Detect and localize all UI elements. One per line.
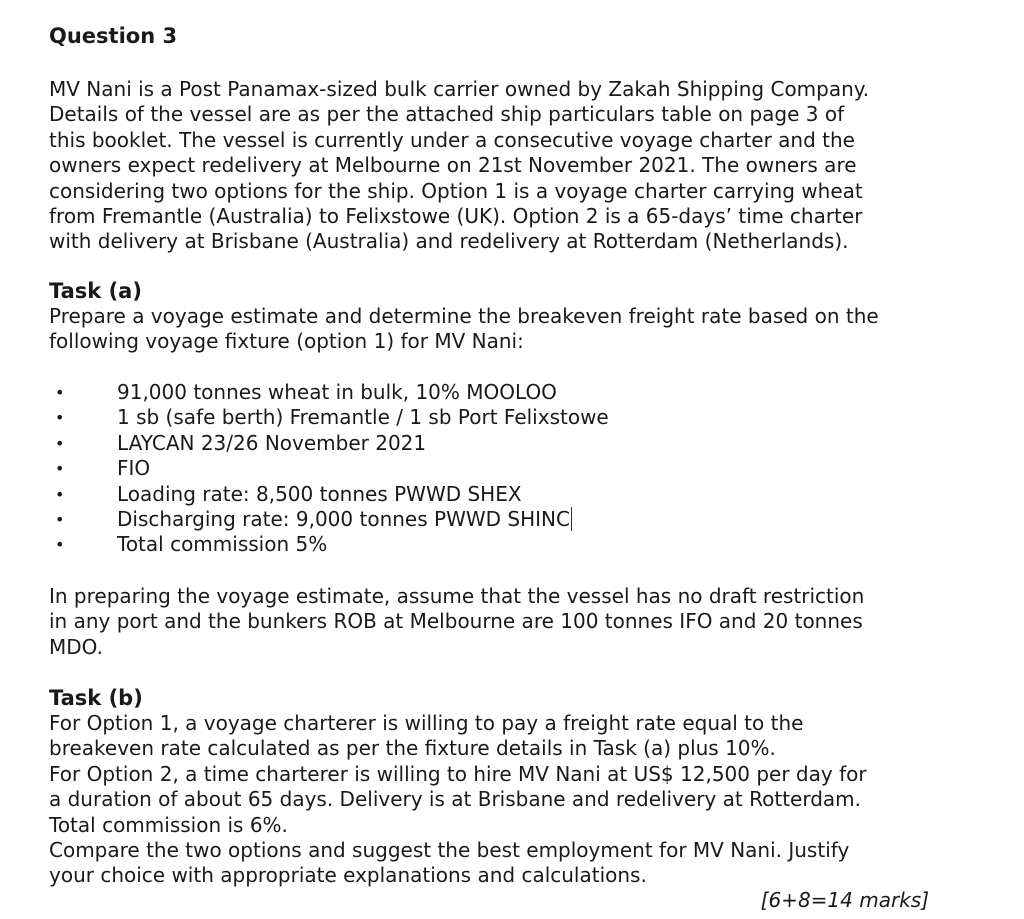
task-a-heading: Task (a): [49, 279, 142, 303]
bullet-icon: •: [55, 535, 65, 555]
task-a-paragraph: [49, 304, 926, 355]
list-item: [49, 380, 609, 405]
question-title: Question 3: [49, 24, 178, 48]
task-b-line: For Option 2, a time charterer is willing to hire MV Nani at US$ 12,500 per day for: [49, 761, 867, 786]
task-a-line: following voyage fixture (option 1) for MV Nani:: [49, 329, 524, 354]
fixture-bullet-list: [49, 380, 609, 558]
bullet-icon: •: [55, 510, 65, 530]
bullet-text: Discharging rate: 9,000 tonnes PWWD SHINC: [117, 507, 570, 532]
assumption-paragraph: [49, 584, 926, 660]
bullet-icon: •: [55, 433, 65, 453]
task-a-line: Prepare a voyage estimate and determine the breakeven freight rate based on the: [49, 304, 879, 328]
intro-paragraph: [49, 77, 926, 255]
intro-line: with delivery at Brisbane (Australia) and redelivery at Rotterdam (Netherlands).: [49, 229, 849, 254]
list-item: [49, 532, 609, 557]
list-item: [49, 405, 609, 430]
list-item: [49, 431, 609, 456]
task-b-line: your choice with appropriate explanations and calculations.: [49, 863, 647, 888]
text-cursor: [571, 507, 572, 531]
bullet-icon: •: [55, 484, 65, 504]
intro-line: from Fremantle (Australia) to Felixstowe (UK). Option 2 is a 65-days’ time charter: [49, 204, 863, 229]
bullet-text: 91,000 tonnes wheat in bulk, 10% MOOLOO: [117, 380, 557, 404]
intro-line: owners expect redelivery at Melbourne on 21st November 2021. The owners are: [49, 153, 857, 178]
list-item: [49, 482, 609, 507]
bullet-text: Loading rate: 8,500 tonnes PWWD SHEX: [117, 481, 522, 506]
task-b-paragraph: [49, 711, 926, 889]
task-b-line: For Option 1, a voyage charterer is willing to pay a freight rate equal to the: [49, 711, 804, 735]
list-item: [49, 507, 609, 532]
task-b-line: a duration of about 65 days. Delivery is at Brisbane and redelivery at Rotterdam.: [49, 787, 862, 812]
assumption-line: in any port and the bunkers ROB at Melbourne are 100 tonnes IFO and 20 tonnes: [49, 609, 863, 634]
bullet-text: FIO: [117, 456, 151, 481]
marks-label: [6+8=14 marks]: [760, 888, 929, 912]
bullet-text: 1 sb (safe berth) Fremantle / 1 sb Port Felixstowe: [117, 405, 609, 430]
bullet-icon: •: [55, 383, 65, 402]
task-b-line: Compare the two options and suggest the best employment for MV Nani. Justify: [49, 838, 850, 863]
intro-line: this booklet. The vessel is currently under a consecutive voyage charter and the: [49, 127, 855, 152]
list-item: [49, 456, 609, 481]
bullet-icon: •: [55, 408, 65, 428]
task-b-line: Total commission is 6%.: [49, 812, 288, 837]
intro-line: Details of the vessel are as per the attached ship particulars table on page 3 of: [49, 102, 845, 127]
bullet-icon: •: [55, 459, 65, 479]
intro-line: considering two options for the ship. Option 1 is a voyage charter carrying wheat: [49, 178, 863, 203]
task-b-heading: Task (b): [49, 686, 143, 710]
bullet-text: Total commission 5%: [117, 532, 328, 557]
task-b-line: breakeven rate calculated as per the fixture details in Task (a) plus 10%.: [49, 736, 776, 761]
assumption-line: In preparing the voyage estimate, assume that the vessel has no draft restriction: [49, 584, 865, 608]
bullet-text: LAYCAN 23/26 November 2021: [117, 430, 427, 455]
intro-line: MV Nani is a Post Panamax-sized bulk carrier owned by Zakah Shipping Company.: [49, 77, 870, 101]
assumption-line: MDO.: [49, 634, 103, 659]
